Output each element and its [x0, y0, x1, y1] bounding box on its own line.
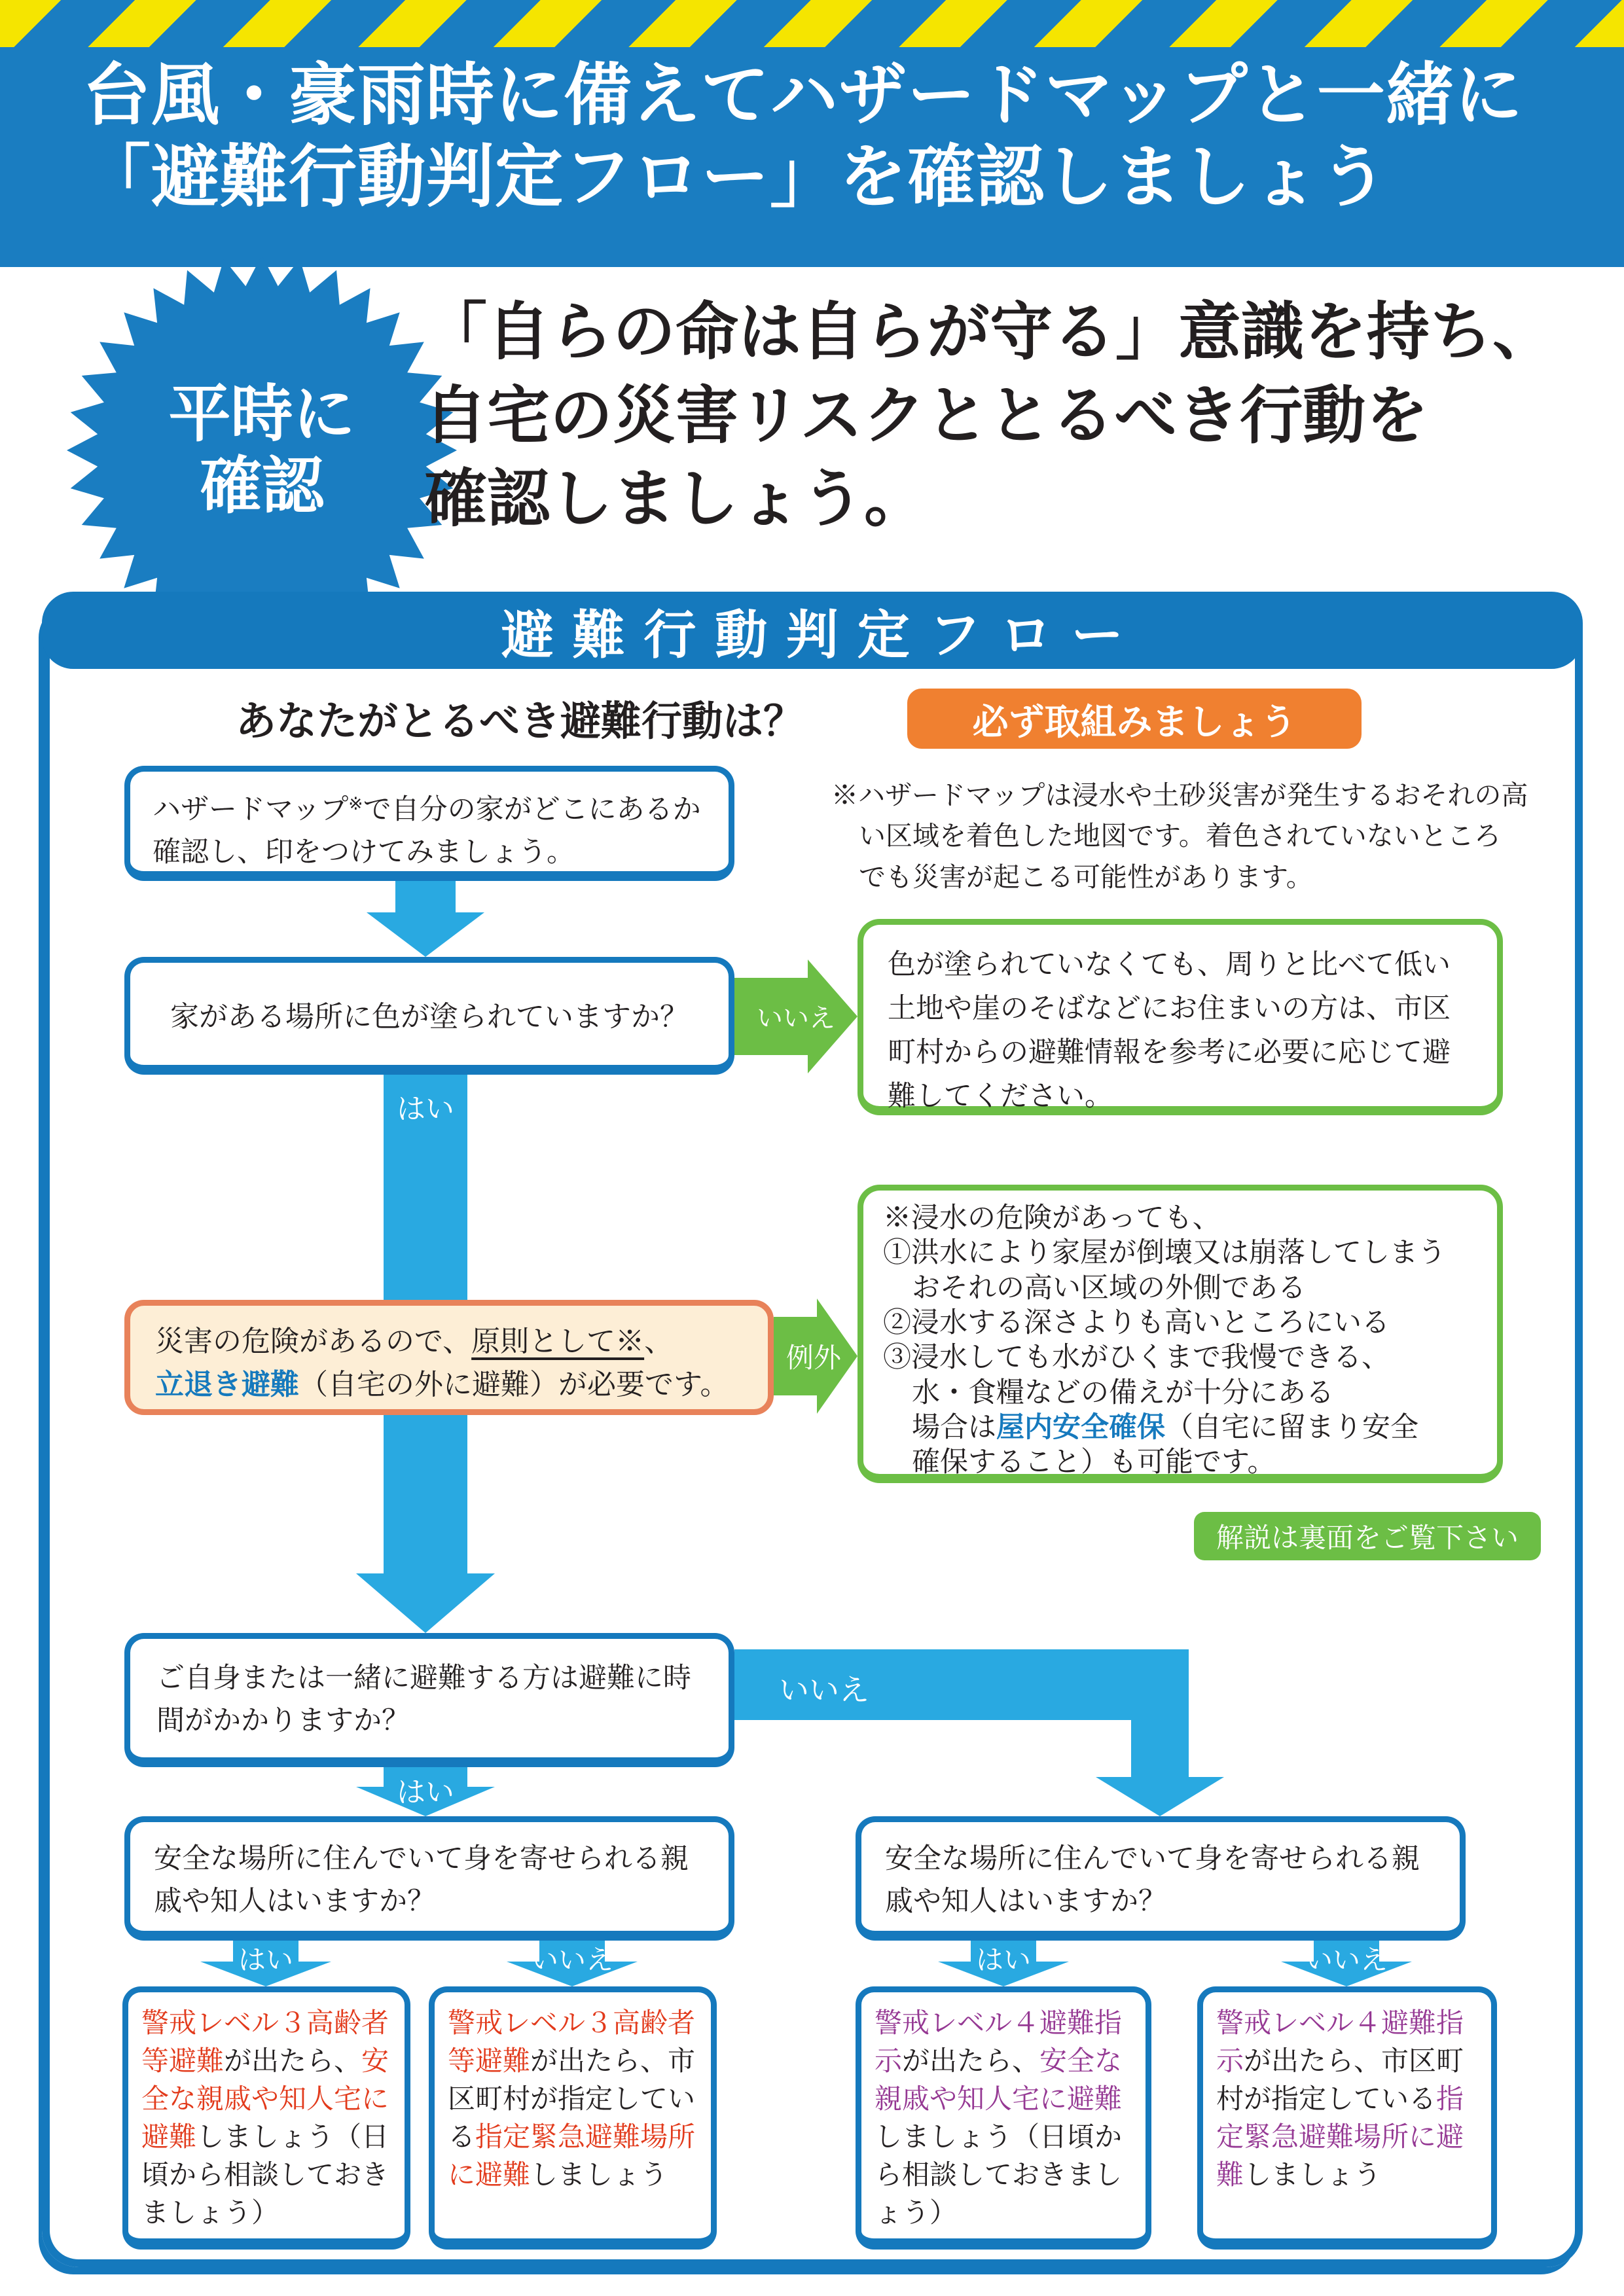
- r1-seg4: しましょう（日頃から相談しておきましょう）: [141, 2121, 389, 2228]
- page-title-line1: 台風・豪雨時に備えてハザードマップと一緒に: [82, 58, 1523, 134]
- hazard-map-note: [831, 775, 1528, 897]
- exception-line5: ③浸水しても水がひくまで我慢できる、: [883, 1342, 1390, 1374]
- evacuate-principle-box: [124, 1300, 774, 1415]
- action-badge: 必ず取組みましょう: [907, 689, 1362, 749]
- evacuate-seg-blue: 立退き避難: [155, 1369, 299, 1401]
- no-elbow-label: いいえ: [779, 1673, 869, 1707]
- page-title-line2: 「避難行動判定フロー」を確認しましょう: [82, 139, 1389, 215]
- yes-label-q3: はい: [397, 1776, 454, 1808]
- no-elbow-head: [1096, 1777, 1224, 1816]
- result1-label: はい: [238, 1945, 293, 1975]
- no-label: いいえ: [757, 1004, 835, 1033]
- page-title: [82, 55, 1523, 219]
- result-box-level4-shelter: [1197, 1986, 1497, 2250]
- result2-label: いいえ: [530, 1945, 613, 1975]
- exception-line3: おそれの高い区域の外側である: [912, 1272, 1306, 1304]
- evacuate-seg-underlined: 原則として※: [471, 1325, 645, 1357]
- exception-line7-blue: 屋内安全確保: [996, 1411, 1165, 1443]
- question-relatives-right-box: 安全な場所に住んでいて身を寄せられる親戚や知人はいますか？: [856, 1816, 1466, 1941]
- r1-seg1: 警戒レベル３高齢者等避難: [141, 2007, 389, 2076]
- r1-seg2: が出たら、: [224, 2045, 362, 2076]
- statement-text: [424, 291, 1555, 541]
- badge-line1: 平時に: [168, 379, 355, 449]
- statement-line1: 「自らの命は自らが守る」意識を持ち、: [424, 297, 1555, 367]
- arrow-down-2-head: [356, 1573, 495, 1633]
- r4-seg1: 警戒レベル４避難指示: [1216, 2007, 1464, 2076]
- exception-line2: ①洪水により家屋が倒壊又は崩落してしまう: [883, 1237, 1446, 1269]
- exception-line1: ※浸水の危険があっても、: [883, 1202, 1221, 1234]
- r1-seg3: 安全な親戚や知人宅に避難: [141, 2045, 389, 2152]
- flow-title-bar: 避難行動判定フロー: [42, 592, 1583, 669]
- exception-line4: ②浸水する深さよりも高いところにいる: [883, 1306, 1390, 1338]
- result-box-level4-relatives: [856, 1986, 1151, 2250]
- statement-line2: 自宅の災害リスクととるべき行動を: [424, 380, 1429, 451]
- exception-note-box: [857, 1185, 1503, 1483]
- badge-line2: 確認: [199, 452, 324, 521]
- evacuate-line2: [155, 1363, 743, 1407]
- r3-seg4: しましょう（日頃から相談しておきましょう）: [875, 2121, 1123, 2228]
- exception-line8: 確保すること）も可能です。: [912, 1446, 1276, 1479]
- question-colored-box: 家がある場所に色が塗られていますか？: [124, 957, 734, 1075]
- r4-seg4: しましょう: [1244, 2159, 1382, 2190]
- no-elbow-vertical: [1131, 1649, 1189, 1777]
- exception-line7: [883, 1410, 1477, 1445]
- r4-seg2: が出たら、市区町村が指定している: [1216, 2045, 1464, 2114]
- peacetime-check-label: [65, 254, 458, 647]
- r2-seg3: 指定緊急避難場所に避難: [448, 2121, 696, 2190]
- header-banner: [0, 0, 1624, 267]
- evacuate-seg3: 、: [644, 1325, 674, 1357]
- flow-container: [42, 592, 1583, 2267]
- r3-seg2: が出たら、: [902, 2045, 1040, 2076]
- question-time-box: ご自身または一緒に避難する方は避難に時間がかかりますか？: [124, 1633, 734, 1767]
- peacetime-check-badge: [65, 254, 458, 647]
- not-colored-advice-box: 色が塗られていなくても、周りと比べて低い土地や崖のそばなどにお住まいの方は、市区町村からの避難情報を参考に必要に応じて避難してください。: [857, 919, 1503, 1115]
- exception-line6: 水・食糧などの備えが十分にある: [912, 1376, 1334, 1408]
- hazard-note-line2: い区域を着色した地図です。着色されていないところ: [859, 821, 1501, 852]
- exception-line7a: 場合は: [912, 1411, 996, 1443]
- result3-label: はい: [975, 1945, 1031, 1975]
- r4-seg3: 指定緊急避難場所に避難: [1216, 2083, 1464, 2190]
- result-box-level3-shelter: [429, 1986, 717, 2250]
- r2-seg1: 警戒レベル３高齢者等避難: [448, 2007, 696, 2076]
- r2-seg2: が出たら、市区町村が指定している: [448, 2045, 696, 2152]
- statement-line3: 確認しましょう。: [424, 464, 927, 535]
- step1-text-pre: ハザードマップ: [153, 794, 349, 825]
- evacuate-seg1: 災害の危険があるので、: [155, 1325, 472, 1357]
- exception-line7c: （自宅に留まり安全: [1165, 1411, 1418, 1443]
- step1-ref-mark: ※: [348, 794, 363, 814]
- arrow-down-2: [384, 1415, 467, 1573]
- result4-label: いいえ: [1305, 1945, 1388, 1975]
- r3-seg3: 安全な親戚や知人宅に避難: [875, 2045, 1123, 2114]
- arrow-down-1: [395, 881, 456, 912]
- evacuate-seg5: （自宅の外に避難）が必要です。: [299, 1369, 729, 1401]
- see-back-badge: 解説は裏面をご覧下さい: [1194, 1512, 1541, 1560]
- step1-box: [124, 766, 734, 881]
- r2-seg4: しましょう: [530, 2159, 668, 2190]
- arrow-down-1-head: [367, 912, 484, 957]
- result-box-level3-relatives: [122, 1986, 410, 2250]
- hazard-note-line1: ※ハザードマップは浸水や土砂災害が発生するおそれの高: [831, 780, 1528, 810]
- question-heading: あなたがとるべき避難行動は？: [236, 699, 804, 744]
- hazard-stripes-decoration: [0, 0, 1624, 47]
- step1-text-post: で自分の家がどこにあるか確認し、印をつけてみましょう。: [153, 794, 701, 868]
- r3-seg1: 警戒レベル４避難指示: [875, 2007, 1123, 2076]
- yes-label-1: はい: [397, 1093, 454, 1125]
- question-relatives-left-box: 安全な場所に住んでいて身を寄せられる親戚や知人はいますか？: [124, 1816, 734, 1941]
- hazard-note-line3: でも災害が起こる可能性があります。: [859, 861, 1313, 892]
- exception-label: 例外: [785, 1342, 841, 1373]
- evacuate-line1: [155, 1320, 743, 1363]
